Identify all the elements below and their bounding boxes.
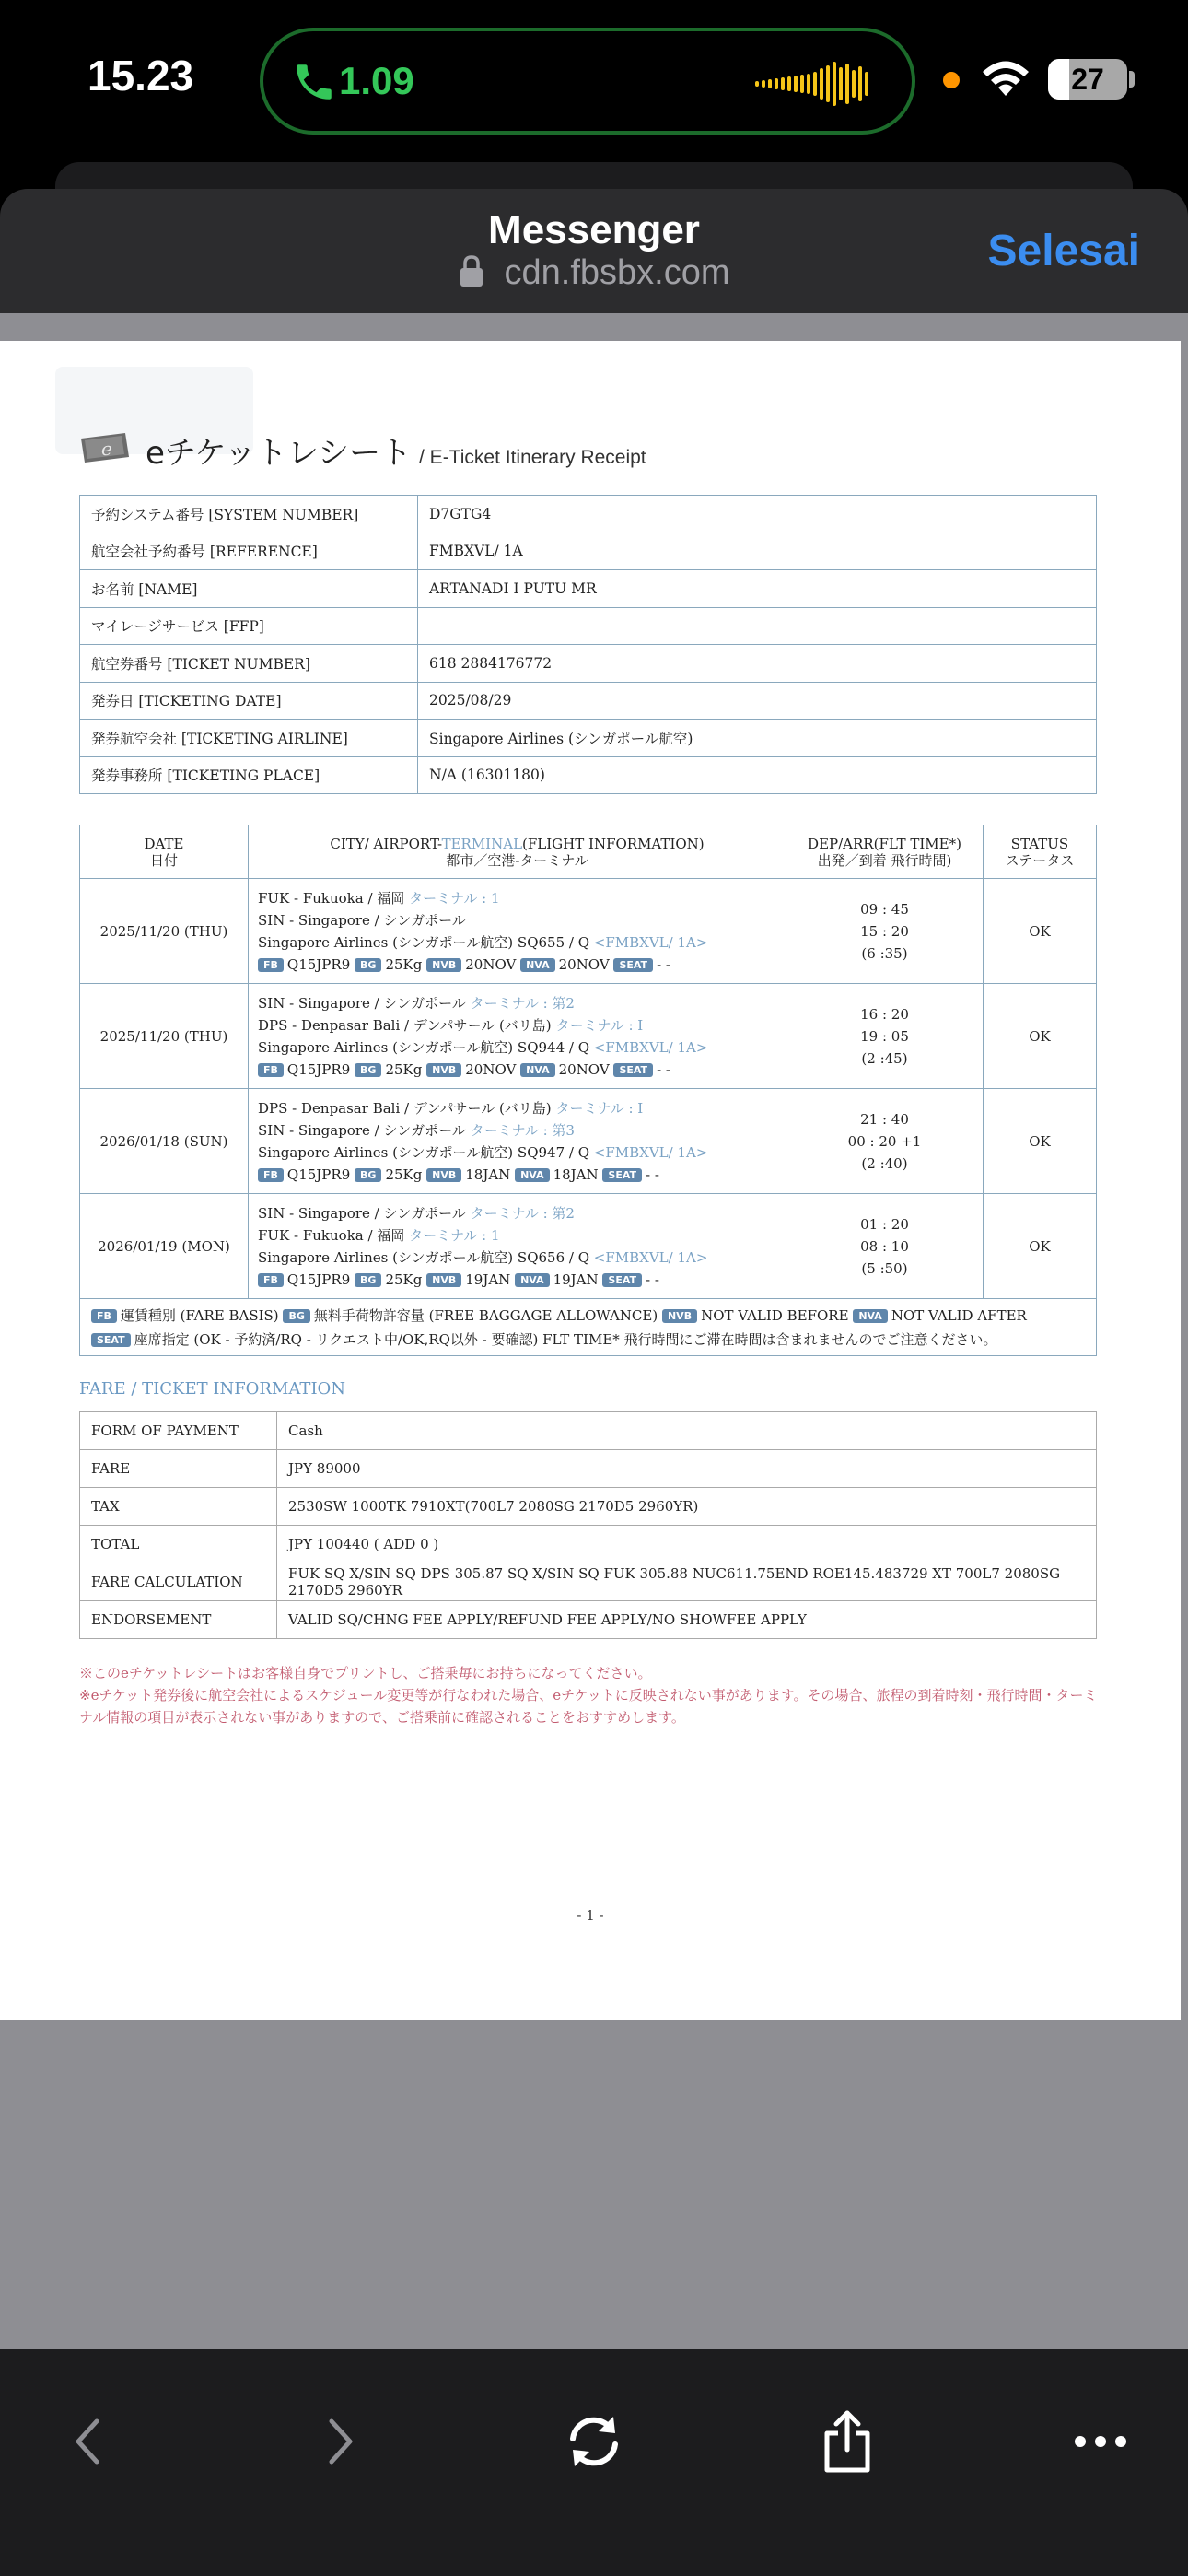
more-icon <box>1073 2434 1128 2449</box>
wifi-icon <box>979 55 1032 98</box>
info-value: N/A (16301180) <box>418 756 1097 794</box>
info-label: 発券事務所 [TICKETING PLACE] <box>80 756 418 794</box>
fare-value: FUK SQ X/SIN SQ DPS 305.87 SQ X/SIN SQ FUK 305.88 NUC611.75END ROE145.483729 XT 700L7 2080SG 2170D5 2960YR <box>277 1563 1097 1601</box>
flight-times: 16 : 20 19 : 05 (2 :45) <box>786 984 984 1089</box>
table-row <box>80 533 1097 570</box>
share-button[interactable] <box>810 2405 884 2478</box>
privacy-indicator-dot <box>943 72 960 88</box>
seat-tag: SEAT <box>602 1273 642 1287</box>
flight-route: FUK - Fukuoka / 福岡 ターミナル : 1 SIN - Singapore / シンガポール Singapore Airlines (シンガポール航空) SQ655 / Q <FMBXVL/ 1A> FB Q15JPR9 BG 25Kg NVB 20NOV NVA 20NOV SEAT - - <box>249 879 786 984</box>
battery-icon <box>1048 59 1127 100</box>
flight-status: OK <box>984 1194 1097 1299</box>
header-city: CITY/ AIRPORT-TERMINAL(FLIGHT INFORMATION) 都市／空港-ターミナル <box>249 825 786 879</box>
flight-row <box>80 1089 1097 1194</box>
nva-tag: NVA <box>520 1063 555 1077</box>
flight-date: 2025/11/20 (THU) <box>80 879 249 984</box>
flight-times: 21 : 40 00 : 20 +1 (2 :40) <box>786 1089 984 1194</box>
table-row <box>80 720 1097 757</box>
table-row <box>80 1412 1097 1450</box>
notes <box>79 1662 1101 1728</box>
booking-info-table <box>79 495 1097 794</box>
header-date: DATE 日付 <box>80 825 249 879</box>
status-time: 15.23 <box>87 52 194 100</box>
fare-section-heading: FARE / TICKET INFORMATION <box>79 1379 346 1399</box>
reference-link[interactable]: <FMBXVL/ 1A> <box>593 1038 708 1056</box>
share-icon <box>821 2409 873 2474</box>
reference-link[interactable]: <FMBXVL/ 1A> <box>593 1248 708 1266</box>
done-button[interactable]: Selesai <box>987 227 1140 275</box>
table-row <box>80 1450 1097 1488</box>
nvb-tag: NVB <box>426 1273 461 1287</box>
flight-date: 2026/01/19 (MON) <box>80 1194 249 1299</box>
flight-route: SIN - Singapore / シンガポール ターミナル : 第2 FUK - Fukuoka / 福岡 ターミナル : 1 Singapore Airlines (シンガポール航空) SQ656 / Q <FMBXVL/ 1A> FB Q15JPR9 BG 25Kg NVB 19JAN NVA 19JAN SEAT - - <box>249 1194 786 1299</box>
browser-header <box>0 189 1188 313</box>
call-duration: 1.09 <box>339 59 414 102</box>
nva-tag: NVA <box>515 1273 550 1287</box>
chevron-left-icon <box>69 2414 106 2469</box>
bottom-toolbar <box>0 2349 1188 2576</box>
fare-label: FARE <box>80 1450 277 1488</box>
more-button[interactable] <box>1064 2405 1137 2478</box>
info-value: D7GTG4 <box>418 496 1097 533</box>
flight-status: OK <box>984 1089 1097 1194</box>
bg-tag: BG <box>355 1273 381 1287</box>
info-value: ARTANADI I PUTU MR <box>418 570 1097 608</box>
fb-tag: FB <box>258 1063 284 1077</box>
svg-text:e: e <box>101 438 112 460</box>
info-label: 航空会社予約番号 [REFERENCE] <box>80 533 418 570</box>
call-indicator[interactable] <box>260 28 915 135</box>
flight-times: 01 : 20 08 : 10 (5 :50) <box>786 1194 984 1299</box>
seat-tag: SEAT <box>91 1333 131 1347</box>
battery-level: 27 <box>1071 63 1104 96</box>
reference-link[interactable]: <FMBXVL/ 1A> <box>593 933 708 951</box>
nvb-tag: NVB <box>426 958 461 972</box>
forward-button[interactable] <box>304 2405 378 2478</box>
table-row <box>80 570 1097 608</box>
flight-route: SIN - Singapore / シンガポール ターミナル : 第2 DPS - Denpasar Bali / デンパサール (バリ島) ターミナル : I Singapore Airlines (シンガポール航空) SQ944 / Q <FMBXVL/ 1A> FB Q15JPR9 BG 25Kg NVB 20NOV NVA 20NOV SEAT - - <box>249 984 786 1089</box>
fb-tag: FB <box>258 1273 284 1287</box>
document-title <box>146 427 646 473</box>
nva-tag: NVA <box>515 1168 550 1182</box>
fb-tag: FB <box>91 1309 117 1323</box>
url-text: cdn.fbsbx.com <box>504 253 730 292</box>
page-number: - 1 - <box>577 1907 604 1924</box>
seat-tag: SEAT <box>613 1063 653 1077</box>
note-print: ※このeチケットレシートはお客様自身でプリントし、ご搭乗毎にお持ちになってください。 <box>79 1665 652 1681</box>
phone-icon <box>291 59 337 105</box>
flight-date: 2025/11/20 (THU) <box>80 984 249 1089</box>
info-label: 発券日 [TICKETING DATE] <box>80 682 418 720</box>
header-dep-arr: DEP/ARR(FLT TIME*) 出発／到着 飛行時間) <box>786 825 984 879</box>
flight-itinerary-table <box>79 825 1097 1356</box>
table-row <box>80 645 1097 683</box>
lock-icon <box>459 254 484 287</box>
header-status: STATUS ステータス <box>984 825 1097 879</box>
document-page <box>0 341 1181 2020</box>
table-row <box>80 496 1097 533</box>
audio-waveform-icon <box>755 59 875 109</box>
header-title: Messenger <box>488 207 700 252</box>
nvb-tag: NVB <box>662 1309 697 1323</box>
fare-value: VALID SQ/CHNG FEE APPLY/REFUND FEE APPLY/NO SHOWFEE APPLY <box>277 1601 1097 1639</box>
fare-value: 2530SW 1000TK 7910XT(700L7 2080SG 2170D5 2960YR) <box>277 1488 1097 1526</box>
table-row <box>80 1488 1097 1526</box>
info-label: お名前 [NAME] <box>80 570 418 608</box>
info-value: Singapore Airlines (シンガポール航空) <box>418 720 1097 757</box>
info-value: 618 2884176772 <box>418 645 1097 683</box>
fare-value: JPY 100440 ( ADD 0 ) <box>277 1526 1097 1563</box>
flight-status: OK <box>984 984 1097 1089</box>
fare-label: ENDORSEMENT <box>80 1601 277 1639</box>
back-button[interactable] <box>51 2405 124 2478</box>
table-row <box>80 682 1097 720</box>
fb-tag: FB <box>258 1168 284 1182</box>
flight-status: OK <box>984 879 1097 984</box>
table-header-row <box>80 825 1097 879</box>
nvb-tag: NVB <box>426 1168 461 1182</box>
battery-tip <box>1129 71 1135 88</box>
fb-tag: FB <box>258 958 284 972</box>
fare-value: Cash <box>277 1412 1097 1450</box>
fare-label: FARE CALCULATION <box>80 1563 277 1601</box>
seat-tag: SEAT <box>613 958 653 972</box>
bg-tag: BG <box>355 1168 381 1182</box>
reload-icon <box>562 2409 626 2474</box>
table-row <box>80 1601 1097 1639</box>
flight-row <box>80 984 1097 1089</box>
nvb-tag: NVB <box>426 1063 461 1077</box>
info-label: 予約システム番号 [SYSTEM NUMBER] <box>80 496 418 533</box>
fare-label: TOTAL <box>80 1526 277 1563</box>
reference-link[interactable]: <FMBXVL/ 1A> <box>593 1143 708 1161</box>
nva-tag: NVA <box>853 1309 888 1323</box>
flight-row <box>80 1194 1097 1299</box>
info-label: 航空券番号 [TICKET NUMBER] <box>80 645 418 683</box>
fare-value: JPY 89000 <box>277 1450 1097 1488</box>
fare-label: TAX <box>80 1488 277 1526</box>
flight-times: 09 : 45 15 : 20 (6 :35) <box>786 879 984 984</box>
reload-button[interactable] <box>557 2405 631 2478</box>
fare-label: FORM OF PAYMENT <box>80 1412 277 1450</box>
title-english: / E-Ticket Itinerary Receipt <box>419 447 646 468</box>
status-bar <box>0 0 1188 166</box>
note-schedule-change: ※eチケット発券後に航空会社によるスケジュール変更等が行なわれた場合、eチケットに反映されない事があります。その場合、旅程の到着時刻・飛行時間・ターミナル情報の項目が表示されない事がありますので、ご搭乗前に確認されることをおすすめします。 <box>79 1687 1098 1726</box>
bg-tag: BG <box>355 958 381 972</box>
info-label: 発券航空会社 [TICKETING AIRLINE] <box>80 720 418 757</box>
table-row <box>80 1563 1097 1601</box>
info-label: マイレージサービス [FFP] <box>80 607 418 645</box>
bg-tag: BG <box>283 1309 309 1323</box>
eticket-icon <box>77 429 133 466</box>
title-japanese: eチケットレシート <box>146 435 413 472</box>
legend-row <box>80 1299 1097 1356</box>
table-row <box>80 607 1097 645</box>
legend: FB 運賃種別 (FARE BASIS) BG 無料手荷物許容量 (FREE BAGGAGE ALLOWANCE) NVB NOT VALID BEFORE NVA NOT VALID AFTER SEAT 座席指定 (OK - 予約済/RQ - リクエスト中/OK,RQ以外 - 要確認) FLT TIME* 飛行時間にご滞在時間は含まれませんのでご注意ください。 <box>80 1299 1097 1356</box>
flight-date: 2026/01/18 (SUN) <box>80 1089 249 1194</box>
table-row <box>80 756 1097 794</box>
info-value <box>418 607 1097 645</box>
fare-info-table <box>79 1411 1097 1639</box>
info-value: 2025/08/29 <box>418 682 1097 720</box>
chevron-right-icon <box>322 2414 359 2469</box>
seat-tag: SEAT <box>602 1168 642 1182</box>
flight-route: DPS - Denpasar Bali / デンパサール (バリ島) ターミナル : I SIN - Singapore / シンガポール ターミナル : 第3 Singapore Airlines (シンガポール航空) SQ947 / Q <FMBXVL/ 1A> FB Q15JPR9 BG 25Kg NVB 18JAN NVA 18JAN SEAT - - <box>249 1089 786 1194</box>
flight-row <box>80 879 1097 984</box>
bg-tag: BG <box>355 1063 381 1077</box>
table-row <box>80 1526 1097 1563</box>
reference-link[interactable]: FMBXVL/ 1A <box>418 533 1097 570</box>
nva-tag: NVA <box>520 958 555 972</box>
